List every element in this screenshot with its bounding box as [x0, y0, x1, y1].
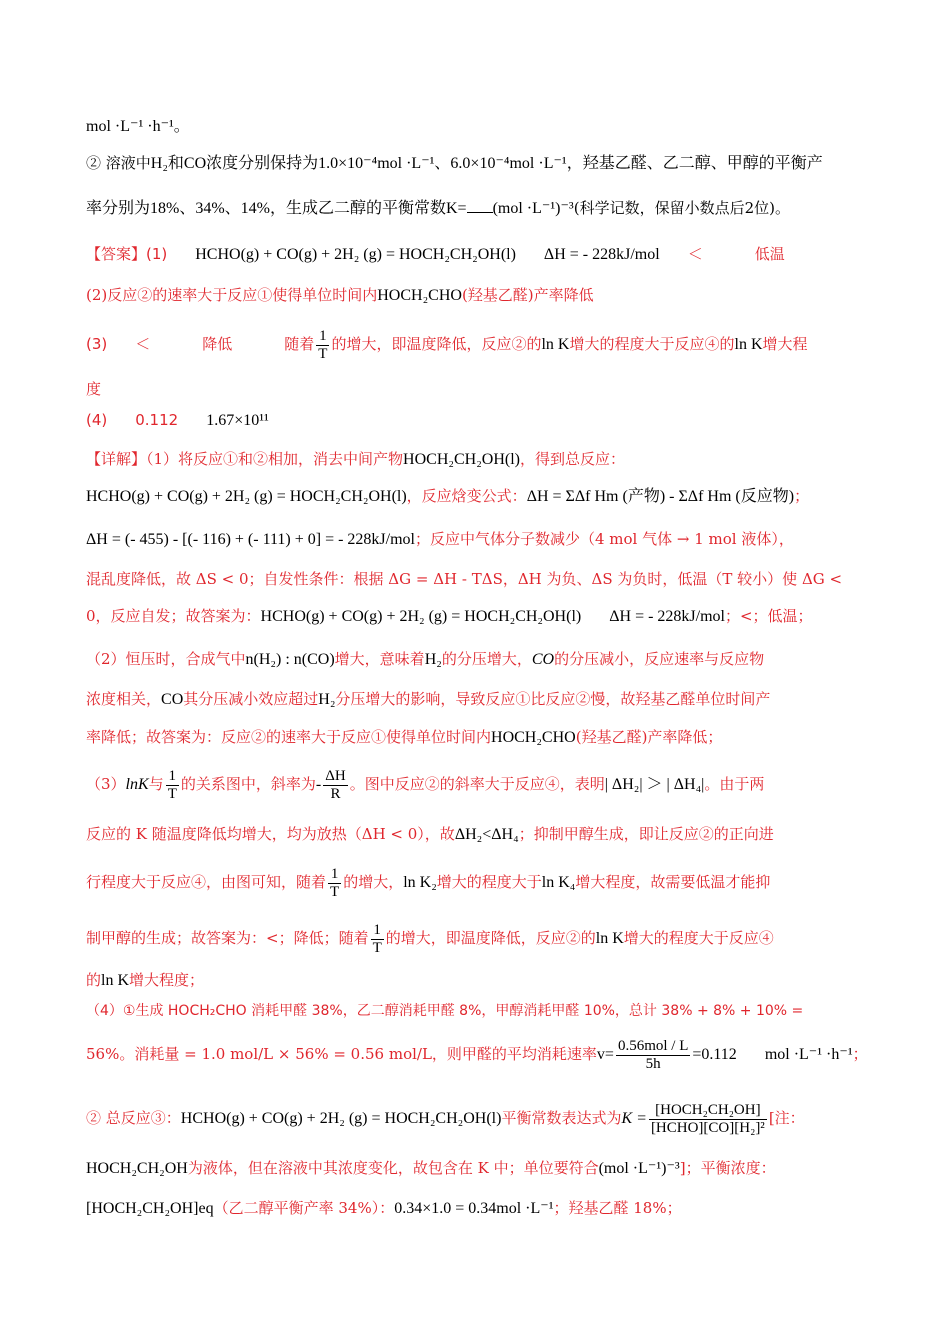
detail-2-line1: （2）恒压时，合成气中n(H₂) : n(CO)增大，意味着H₂的分压增大，CO的分压减小，反应速率与反应物 — [86, 650, 765, 668]
detail-3-line1: （3）lnK与 $\frac{1}{T}$ 的关系图中，斜率为- $\frac{\Delta H}{R}$ 。图中反应②的斜率大于反应④，表明| ΔH₂| ＞ | ΔH₄|。由于两 — [86, 767, 765, 802]
fraction-rate: $\frac{\text{0.56mol / L}}{5h}$ — [617, 1037, 689, 1072]
detail-1-line5: 0，反应自发；故答案为：HCHO(g) + CO(g) + 2H₂ (g) = HOCH₂CH₂OH(l) ΔH = - 228kJ/mol；<；低温； — [86, 607, 813, 625]
fraction-1-over-t: $\frac{1}{T}$ — [167, 767, 177, 802]
detail-1-line4: 混乱度降低，故 ΔS < 0；自发性条件：根据 ΔG = ΔH - TΔS，ΔH 为负、ΔS 为负时，低温（T 较小）使 ΔG < — [86, 570, 843, 588]
detail-1-line2: HCHO(g) + CO(g) + 2H₂ (g) = HOCH₂CH₂OH(l)，反应焓变公式：ΔH = ΣΔf Hm (产物) - ΣΔf Hm (反应物)； — [86, 487, 810, 505]
detail-4-line4: HOCH₂CH₂OH为液体，但在溶液中其浓度变化，故包含在 K 中；单位要符合(mol ·L⁻¹)⁻³]；平衡浓度： — [86, 1159, 776, 1177]
answer-4: (4) 0.112 1.67×10¹¹ — [86, 411, 269, 429]
answer-3: (3) ＜ 降低 随着 $\frac{1}{T}$ 的增大，即温度降低，反应②的ln K增大的程度大于反应④的ln K增大程 — [86, 327, 808, 362]
detail-3-line2: 反应的 K 随温度降低均增大，均为放热（ΔH < 0），故ΔH₂<ΔH₄；抑制甲醇生成，即让反应②的正向进 — [86, 825, 774, 843]
detail-4-line2: 56%。消耗量 = 1.0 mol/L × 56% = 0.56 mol/L，则甲醛的平均消耗速率v= $\frac{\text{0.56mol / L}}{5h}$ =0.112 mol ·L⁻¹ ·h⁻¹； — [86, 1037, 868, 1072]
detail-4-line5: [HOCH₂CH₂OH]eq（乙二醇平衡产率 34%）：0.34×1.0 = 0.34mol ·L⁻¹；羟基乙醛 18%； — [86, 1199, 682, 1217]
detail-1-line1: 【详解】（1）将反应①和②相加，消去中间产物HOCH₂CH₂OH(l)，得到总反应： — [86, 450, 625, 468]
question-2-line1: ② 溶液中H₂和CO浓度分别保持为1.0×10⁻⁴mol ·L⁻¹、6.0×10⁻⁴mol ·L⁻¹，羟基乙醛、乙二醇、甲醇的平衡产 — [86, 154, 823, 172]
answer-2: (2)反应②的速率大于反应①使得单位时间内HOCH₂CHO(羟基乙醛)产率降低 — [86, 286, 594, 304]
fraction-dh-over-r: $\frac{\Delta H}{R}$ — [325, 767, 346, 802]
fraction-1-over-t: $\frac{1}{T}$ — [318, 327, 328, 362]
detail-3-line5: 的ln K增大程度； — [86, 971, 205, 989]
line-unit: mol ·L⁻¹ ·h⁻¹。 — [86, 118, 190, 135]
detail-3-line3: 行程度大于反应④，由图可知，随着 $\frac{1}{T}$ 的增大，ln K₂增大的程度大于ln K₄增大程度，故需要低温才能抑 — [86, 865, 771, 900]
fraction-equilibrium-constant: $\frac{\text{[HOCH₂CH₂OH]}}{\text{[HCHO][CO][H₂]²}}$ — [650, 1101, 765, 1136]
question-2-line2: 率分别为18%、34%、14%，生成乙二醇的平衡常数K= (mol ·L⁻¹)⁻³(科学记数，保留小数点后2位)。 — [86, 199, 790, 217]
fraction-1-over-t: $\frac{1}{T}$ — [372, 921, 382, 956]
detail-1-line3: ΔH = (- 455) - [(- 116) + (- 111) + 0] = - 228kJ/mol；反应中气体分子数减少（4 mol 气体 → 1 mol 液体）， — [86, 530, 794, 548]
answer-blank — [467, 198, 493, 213]
detail-3-line4: 制甲醇的生成；故答案为：<；降低；随着 $\frac{1}{T}$ 的增大，即温度降低，反应②的ln K增大的程度大于反应④ — [86, 921, 774, 956]
answer-1: 【答案】(1) HCHO(g) + CO(g) + 2H₂ (g) = HOCH₂CH₂OH(l) ΔH = - 228kJ/mol ＜ 低温 — [86, 245, 785, 263]
answer-3-cont: 度 — [86, 380, 102, 398]
fraction-1-over-t: $\frac{1}{T}$ — [330, 865, 340, 900]
detail-4-line1: （4）①生成 HOCH₂CHO 消耗甲醛 38%，乙二醇消耗甲醛 8%，甲醇消耗甲醛 10%，总计 38% + 8% + 10% = — [86, 1003, 804, 1019]
detail-4-line3: ② 总反应③：HCHO(g) + CO(g) + 2H₂ (g) = HOCH₂CH₂OH(l)平衡常数表达式为K = $\frac{\text{[HOCH₂CH₂OH]}}{\text{[HCHO][CO][H₂]²}}$ [注： — [86, 1101, 805, 1136]
detail-2-line3: 率降低；故答案为：反应②的速率大于反应①使得单位时间内HOCH₂CHO(羟基乙醛)产率降低； — [86, 728, 723, 746]
detail-2-line2: 浓度相关，CO其分压减小效应超过H₂分压增大的影响，导致反应①比反应②慢，故羟基乙醛单位时间产 — [86, 690, 771, 708]
